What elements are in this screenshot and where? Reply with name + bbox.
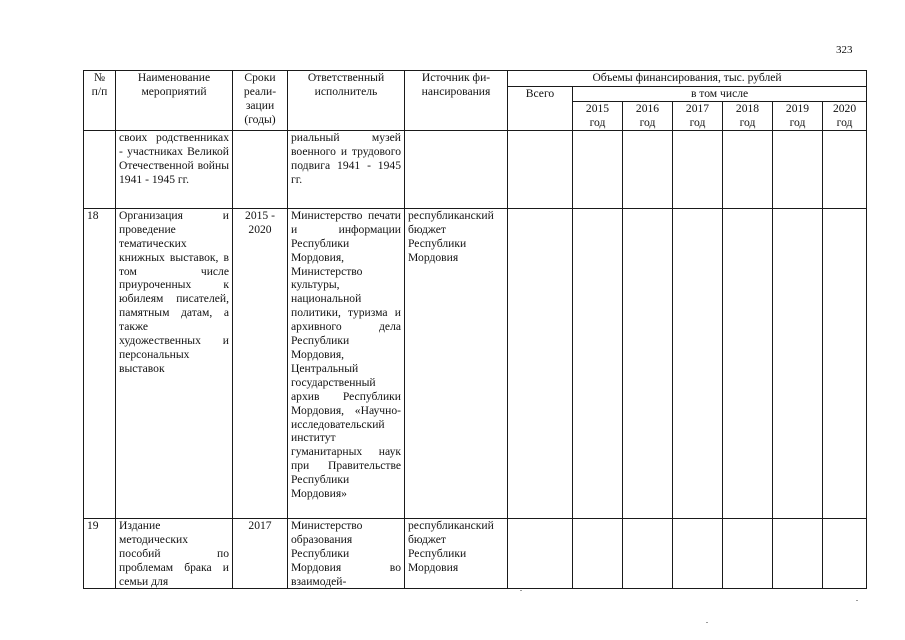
scan-speck — [520, 590, 522, 591]
row-year-cell — [573, 130, 623, 208]
header-year-2018: 2018 год — [723, 101, 773, 130]
row-year-cell — [673, 130, 723, 208]
row-terms: 2017 — [233, 518, 288, 589]
row-source: республиканский бюджет Республики Мордовия — [405, 208, 508, 518]
row-year-cell — [623, 130, 673, 208]
row-year-cell — [823, 518, 867, 589]
row-year-cell — [723, 518, 773, 589]
row-name: Издание методических пособий по проблемам брака и семьи для — [116, 518, 233, 589]
row-year-cell — [673, 208, 723, 518]
header-year-2017: 2017 год — [673, 101, 723, 130]
row-source — [405, 130, 508, 208]
row-year-cell — [823, 208, 867, 518]
row-year-cell — [723, 130, 773, 208]
header-name: Наименование мероприятий — [116, 71, 233, 131]
row-terms — [233, 130, 288, 208]
scan-speck — [856, 600, 858, 601]
row-total — [508, 518, 573, 589]
row-executor: Министерство печати и информации Республики Мордовия, Министерство культуры, национальной политики, туризма и архивного дела Республики Мордовия, Центральный государственный архив Республики Мордовия, «Научно-исследовательский институт гуманитарных наук при Правительстве Республики Мордовия» — [288, 208, 405, 518]
row-executor: риальный музей военного и трудового подвига 1941 - 1945 гг. — [288, 130, 405, 208]
table-header — [84, 71, 867, 131]
row-num — [84, 130, 116, 208]
header-num: № п/п — [84, 71, 116, 131]
row-year-cell — [773, 208, 823, 518]
header-executor: Ответственный исполнитель — [288, 71, 405, 131]
header-total: Всего — [508, 87, 573, 131]
row-year-cell — [773, 130, 823, 208]
row-total — [508, 208, 573, 518]
row-year-cell — [673, 518, 723, 589]
table-row — [84, 130, 867, 208]
header-year-2020: 2020 год — [823, 101, 867, 130]
row-name: Организация и проведение тематических книжных выставок, в том числе приуроченных к юбилеям писателей, памятным датам, а также художественных и персональных выставок — [116, 208, 233, 518]
header-year-2015: 2015 год — [573, 101, 623, 130]
funding-table — [83, 70, 867, 589]
row-terms: 2015 - 2020 — [233, 208, 288, 518]
row-year-cell — [573, 208, 623, 518]
row-year-cell — [573, 518, 623, 589]
table-row — [84, 208, 867, 518]
row-year-cell — [823, 130, 867, 208]
row-year-cell — [623, 518, 673, 589]
row-name: своих родственниках - участниках Великой Отечественной войны 1941 - 1945 гг. — [116, 130, 233, 208]
header-year-2016: 2016 год — [623, 101, 673, 130]
header-funding: Объемы финансирования, тыс. рублей — [508, 71, 867, 87]
row-year-cell — [623, 208, 673, 518]
header-year-2019: 2019 год — [773, 101, 823, 130]
row-executor: Министерство образования Республики Мордовия во взаимодей- — [288, 518, 405, 589]
row-source: республиканский бюджет Республики Мордовия — [405, 518, 508, 589]
row-num: 18 — [84, 208, 116, 518]
header-terms: Сроки реали- зации (годы) — [233, 71, 288, 131]
header-source: Источник фи- нансирования — [405, 71, 508, 131]
table-row — [84, 518, 867, 589]
header-including: в том числе — [573, 87, 867, 102]
row-year-cell — [723, 208, 773, 518]
row-total — [508, 130, 573, 208]
row-num: 19 — [84, 518, 116, 589]
row-year-cell — [773, 518, 823, 589]
scan-speck — [706, 622, 708, 623]
page-number: 323 — [836, 44, 853, 56]
